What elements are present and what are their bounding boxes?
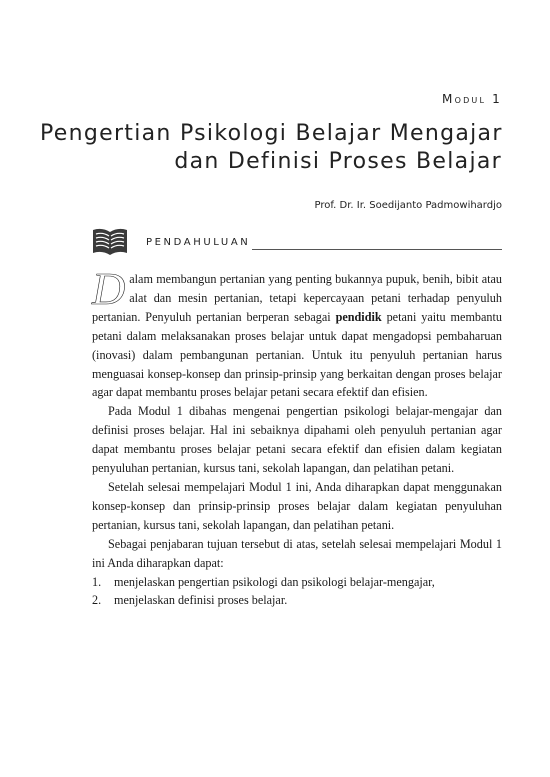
page-title (40, 120, 502, 176)
paragraph-intro-text-a: alam membangun pertanian yang penting bukannya pupuk, benih, bibit atau alat dan mesin pertanian, tetapi kepercayaan petani terhadap penyuluh pertanian. Penyuluh pertanian berperan sebagai (92, 272, 502, 324)
objectives-list (92, 573, 502, 611)
body-text (92, 263, 502, 610)
paragraph-2: Pada Modul 1 dibahas mengenai pengertian psikologi belajar-mengajar dan definisi proses belajar. Hal ini sebaiknya dipahami oleh penyuluh pertanian agar dapat membantu proses belajar petani secara efektif dan efisien dalam kegiatan penyuluhan pertanian, kursus tani, sekolah lapangan, dan pelatihan petani. (92, 404, 502, 476)
list-item-text: menjelaskan pengertian psikologi dan psikologi belajar-mengajar, (114, 574, 435, 589)
paragraph-intro-text-b: petani yaitu membantu petani dalam melaksanakan proses belajar untuk dapat mengadopsi pembaharuan (inovasi) dalam pembangunan pertanian. Untuk itu penyuluh pertanian harus menguasai konsep-konsep dan prinsip-prinsip yang berkaitan dengan proses belajar agar dapat membantu proses belajar petani secara efektif dan efisien. (92, 309, 502, 400)
module-label: Modul 1 (442, 92, 502, 106)
section-divider (252, 249, 502, 250)
section-title: PENDAHULUAN (146, 237, 251, 248)
list-item (92, 591, 502, 610)
list-item (92, 573, 502, 592)
section-header (92, 226, 502, 256)
title-line-2: dan Definisi Proses Belajar (174, 149, 502, 174)
title-line-1: Pengertian Psikologi Belajar Mengajar (40, 121, 503, 146)
paragraph-4: Sebagai penjabaran tujuan tersebut di atas, setelah selesai mempelajari Modul 1 ini Anda diharapkan dapat: (92, 536, 502, 570)
list-number: 2. (92, 593, 102, 608)
bold-term: pendidik (335, 309, 382, 324)
list-number: 1. (92, 574, 102, 589)
open-book-icon (92, 226, 128, 256)
paragraph-intro (92, 263, 502, 402)
author-name: Prof. Dr. Ir. Soedijanto Padmowihardjo (314, 200, 502, 211)
paragraph-3: Setelah selesai mempelajari Modul 1 ini, Anda diharapkan dapat menggunakan konsep-konsep dan prinsip-prinsip proses belajar dalam kegiatan penyuluhan pertanian, kursus tani, sekolah lapangan, dan pelatihan petani. (92, 479, 502, 532)
drop-cap: D (92, 263, 126, 314)
list-item-text: menjelaskan definisi proses belajar. (114, 593, 288, 608)
